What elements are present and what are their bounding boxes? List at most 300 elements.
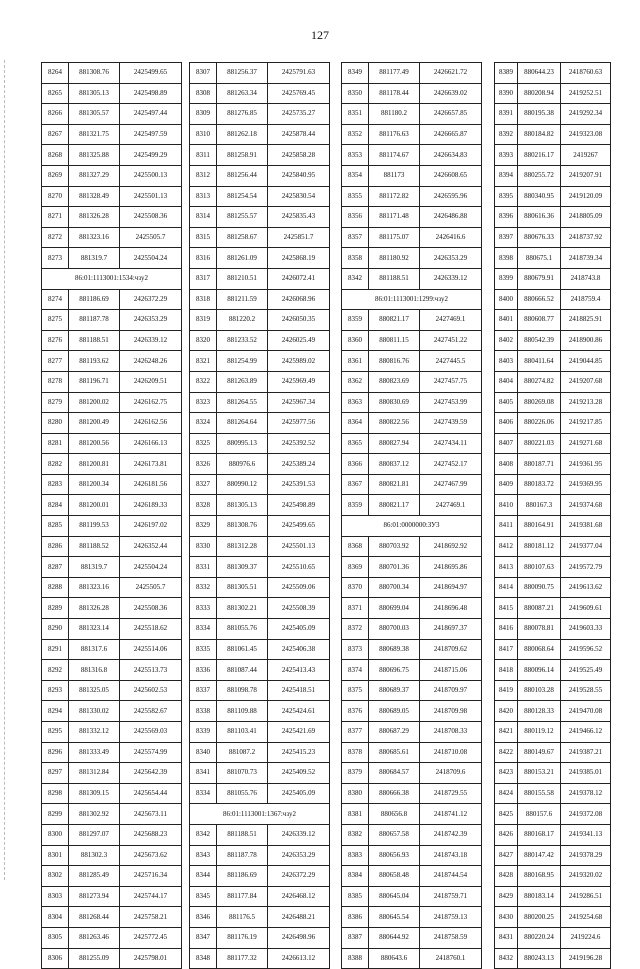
table-row [495, 557, 611, 578]
point-number-cell: 8416 [495, 619, 518, 640]
point-number-cell: 8286 [42, 536, 69, 557]
y-coordinate-cell: 2426488.21 [268, 907, 330, 928]
y-coordinate-cell: 2419252.51 [560, 83, 610, 104]
table-row [190, 557, 330, 578]
table-row [495, 948, 611, 969]
table-row [495, 763, 611, 784]
y-coordinate-cell: 2425840.95 [268, 165, 330, 186]
x-coordinate-cell: 881332.12 [69, 722, 120, 743]
point-number-cell: 8307 [190, 63, 217, 84]
y-coordinate-cell: 2419369.95 [560, 474, 610, 495]
point-number-cell: 8358 [342, 248, 369, 269]
page-number: 127 [311, 28, 329, 42]
point-number-cell: 8406 [495, 413, 518, 434]
point-number-cell: 8429 [495, 886, 518, 907]
x-coordinate-cell: 880689.38 [369, 639, 420, 660]
point-number-cell: 8392 [495, 124, 518, 145]
x-coordinate-cell: 880656.8 [369, 804, 420, 825]
point-number-cell: 8349 [342, 63, 369, 84]
table-row [342, 557, 482, 578]
coordinates-table-column-1 [41, 62, 182, 969]
point-number-cell: 8424 [495, 783, 518, 804]
y-coordinate-cell: 2427439.59 [420, 413, 482, 434]
point-number-cell: 8394 [495, 165, 518, 186]
table-row [342, 742, 482, 763]
table-row [342, 577, 482, 598]
y-coordinate-cell: 2426639.02 [420, 83, 482, 104]
y-coordinate-cell: 2419374.68 [560, 495, 610, 516]
point-number-cell: 8345 [190, 886, 217, 907]
x-coordinate-cell: 881316.8 [69, 660, 120, 681]
point-number-cell: 8415 [495, 598, 518, 619]
x-coordinate-cell: 880689.05 [369, 701, 420, 722]
y-coordinate-cell: 2425582.67 [120, 701, 182, 722]
table-row [495, 474, 611, 495]
table-row [495, 907, 611, 928]
y-coordinate-cell: 2419378.29 [560, 845, 610, 866]
point-number-cell: 8300 [42, 824, 69, 845]
point-number-cell: 8266 [42, 104, 69, 125]
table-row [190, 227, 330, 248]
y-coordinate-cell: 2425389.24 [268, 454, 330, 475]
x-coordinate-cell: 881177.32 [217, 948, 268, 969]
y-coordinate-cell: 2425405.09 [268, 619, 330, 640]
x-coordinate-cell: 881188.51 [217, 824, 268, 845]
y-coordinate-cell: 2426181.56 [120, 474, 182, 495]
y-coordinate-cell: 2419613.62 [560, 577, 610, 598]
y-coordinate-cell: 2426486.88 [420, 207, 482, 228]
x-coordinate-cell: 881175.07 [369, 227, 420, 248]
x-coordinate-cell: 880068.64 [518, 639, 561, 660]
y-coordinate-cell: 2426372.29 [268, 866, 330, 887]
point-number-cell: 8414 [495, 577, 518, 598]
table-row [190, 680, 330, 701]
x-coordinate-cell: 881172.82 [369, 186, 420, 207]
y-coordinate-cell: 2418715.06 [420, 660, 482, 681]
table-row [495, 495, 611, 516]
table-row [495, 454, 611, 475]
table-row [42, 516, 182, 537]
point-number-cell: 8407 [495, 433, 518, 454]
y-coordinate-cell: 2425673.62 [120, 845, 182, 866]
x-coordinate-cell: 880643.6 [369, 948, 420, 969]
y-coordinate-cell: 2419323.08 [560, 124, 610, 145]
x-coordinate-cell: 880699.04 [369, 598, 420, 619]
point-number-cell: 8346 [190, 907, 217, 928]
table-row [42, 207, 182, 228]
point-number-cell: 8276 [42, 330, 69, 351]
table-row [190, 577, 330, 598]
table-row [190, 433, 330, 454]
x-coordinate-cell: 880666.38 [369, 783, 420, 804]
table-row [42, 886, 182, 907]
y-coordinate-cell: 2425602.53 [120, 680, 182, 701]
point-number-cell: 8314 [190, 207, 217, 228]
x-coordinate-cell: 881178.44 [369, 83, 420, 104]
point-number-cell: 8336 [190, 660, 217, 681]
y-coordinate-cell: 2418694.97 [420, 577, 482, 598]
y-coordinate-cell: 2425498.89 [268, 495, 330, 516]
table-row [495, 845, 611, 866]
x-coordinate-cell: 880687.29 [369, 722, 420, 743]
table-row [190, 207, 330, 228]
x-coordinate-cell: 881188.52 [69, 536, 120, 557]
point-number-cell: 8267 [42, 124, 69, 145]
point-number-cell: 8319 [190, 310, 217, 331]
y-coordinate-cell: 2419271.68 [560, 433, 610, 454]
table-row [495, 680, 611, 701]
y-coordinate-cell: 2418900.86 [560, 330, 610, 351]
table-row [342, 351, 482, 372]
point-number-cell: 8331 [190, 557, 217, 578]
table-row [42, 83, 182, 104]
y-coordinate-cell: 2427457.75 [420, 371, 482, 392]
y-coordinate-cell: 2418760.63 [560, 63, 610, 84]
point-number-cell: 8297 [42, 763, 69, 784]
y-coordinate-cell: 2425518.62 [120, 619, 182, 640]
table-row [190, 413, 330, 434]
point-number-cell: 8356 [342, 207, 369, 228]
table-row [495, 124, 611, 145]
table-row [495, 310, 611, 331]
x-coordinate-cell: 880657.58 [369, 824, 420, 845]
y-coordinate-cell: 2426209.51 [120, 371, 182, 392]
point-number-cell: 8386 [342, 907, 369, 928]
table-row [342, 701, 482, 722]
y-coordinate-cell: 2426353.29 [120, 310, 182, 331]
y-coordinate-cell: 2418741.12 [420, 804, 482, 825]
point-number-cell: 8269 [42, 165, 69, 186]
y-coordinate-cell: 2426353.29 [420, 248, 482, 269]
y-coordinate-cell: 2425499.29 [120, 145, 182, 166]
y-coordinate-cell: 2426353.29 [268, 845, 330, 866]
y-coordinate-cell: 2426665.87 [420, 124, 482, 145]
y-coordinate-cell: 2419596.52 [560, 639, 610, 660]
y-coordinate-cell: 2425878.44 [268, 124, 330, 145]
x-coordinate-cell: 881323.14 [69, 619, 120, 640]
x-coordinate-cell: 881220.2 [217, 310, 268, 331]
table-row [42, 557, 182, 578]
point-number-cell: 8360 [342, 330, 369, 351]
y-coordinate-cell: 2418759.13 [420, 907, 482, 928]
table-row [42, 330, 182, 351]
point-number-cell: 8391 [495, 104, 518, 125]
y-coordinate-cell: 2425514.06 [120, 639, 182, 660]
table-row [342, 165, 482, 186]
table-row [190, 454, 330, 475]
y-coordinate-cell: 2426352.44 [120, 536, 182, 557]
point-number-cell: 8430 [495, 907, 518, 928]
y-coordinate-cell: 2426339.12 [420, 268, 482, 289]
x-coordinate-cell: 880269.08 [518, 392, 561, 413]
point-number-cell: 8417 [495, 639, 518, 660]
point-number-cell: 8426 [495, 824, 518, 845]
x-coordinate-cell: 880216.17 [518, 145, 561, 166]
y-coordinate-cell: 2426468.12 [268, 886, 330, 907]
table-row [342, 371, 482, 392]
y-coordinate-cell: 2419292.34 [560, 104, 610, 125]
table-row [190, 763, 330, 784]
x-coordinate-cell: 881308.76 [69, 63, 120, 84]
point-number-cell: 8306 [42, 948, 69, 969]
y-coordinate-cell: 2425421.69 [268, 722, 330, 743]
point-number-cell: 8422 [495, 742, 518, 763]
table-row [342, 227, 482, 248]
x-coordinate-cell: 881312.84 [69, 763, 120, 784]
table-row [190, 63, 330, 84]
y-coordinate-cell: 2427467.99 [420, 474, 482, 495]
table-row [190, 639, 330, 660]
point-number-cell: 8294 [42, 701, 69, 722]
x-coordinate-cell: 881200.02 [69, 392, 120, 413]
table-row [42, 289, 182, 310]
point-number-cell: 8334 [190, 783, 217, 804]
x-coordinate-cell: 881309.15 [69, 783, 120, 804]
y-coordinate-cell: 2419470.08 [560, 701, 610, 722]
table-row [190, 392, 330, 413]
x-coordinate-cell: 881200.49 [69, 413, 120, 434]
point-number-cell: 8282 [42, 454, 69, 475]
table-row [42, 783, 182, 804]
table-row [495, 722, 611, 743]
point-number-cell: 8374 [342, 660, 369, 681]
point-number-cell: 8290 [42, 619, 69, 640]
table-row [342, 392, 482, 413]
point-number-cell: 8334 [190, 619, 217, 640]
table-row [342, 454, 482, 475]
x-coordinate-cell: 881268.44 [69, 907, 120, 928]
x-coordinate-cell: 880821.17 [369, 495, 420, 516]
y-coordinate-cell: 2418760.1 [420, 948, 482, 969]
point-number-cell: 8361 [342, 351, 369, 372]
y-coordinate-cell: 2425716.34 [120, 866, 182, 887]
y-coordinate-cell: 2418709.6 [420, 763, 482, 784]
point-number-cell: 8399 [495, 268, 518, 289]
point-number-cell: 8315 [190, 227, 217, 248]
y-coordinate-cell: 2426657.85 [420, 104, 482, 125]
point-number-cell: 8367 [342, 474, 369, 495]
x-coordinate-cell: 880701.36 [369, 557, 420, 578]
table-row [42, 763, 182, 784]
x-coordinate-cell: 881188.51 [69, 330, 120, 351]
x-coordinate-cell: 881187.78 [217, 845, 268, 866]
y-coordinate-cell: 2425851.7 [268, 227, 330, 248]
x-coordinate-cell: 881180.92 [369, 248, 420, 269]
y-coordinate-cell: 2426248.26 [120, 351, 182, 372]
y-coordinate-cell: 2425791.63 [268, 63, 330, 84]
x-coordinate-cell: 881262.18 [217, 124, 268, 145]
table-row [495, 516, 611, 537]
point-number-cell: 8284 [42, 495, 69, 516]
y-coordinate-cell: 2419377.04 [560, 536, 610, 557]
x-coordinate-cell: 880700.34 [369, 577, 420, 598]
cadastral-section-row [342, 516, 482, 537]
y-coordinate-cell: 2419603.33 [560, 619, 610, 640]
y-coordinate-cell: 2425406.38 [268, 639, 330, 660]
x-coordinate-cell: 881302.3 [69, 845, 120, 866]
x-coordinate-cell: 880090.75 [518, 577, 561, 598]
point-number-cell: 8270 [42, 186, 69, 207]
point-number-cell: 8382 [342, 824, 369, 845]
x-coordinate-cell: 880616.36 [518, 207, 561, 228]
y-coordinate-cell: 2425500.13 [120, 165, 182, 186]
y-coordinate-cell: 2425769.45 [268, 83, 330, 104]
y-coordinate-cell: 2418739.34 [560, 248, 610, 269]
table-row [42, 227, 182, 248]
y-coordinate-cell: 2418709.62 [420, 639, 482, 660]
y-coordinate-cell: 2425642.39 [120, 763, 182, 784]
table-row [190, 701, 330, 722]
point-number-cell: 8289 [42, 598, 69, 619]
x-coordinate-cell: 881327.29 [69, 165, 120, 186]
point-number-cell: 8272 [42, 227, 69, 248]
y-coordinate-cell: 2425418.51 [268, 680, 330, 701]
point-number-cell: 8344 [190, 866, 217, 887]
table-row [342, 660, 482, 681]
point-number-cell: 8397 [495, 227, 518, 248]
point-number-cell: 8400 [495, 289, 518, 310]
table-row [342, 248, 482, 269]
point-number-cell: 8311 [190, 145, 217, 166]
x-coordinate-cell: 881176.63 [369, 124, 420, 145]
x-coordinate-cell: 881199.53 [69, 516, 120, 537]
table-row [190, 248, 330, 269]
y-coordinate-cell: 2426339.12 [268, 824, 330, 845]
point-number-cell: 8312 [190, 165, 217, 186]
table-row [342, 722, 482, 743]
y-coordinate-cell: 2419609.61 [560, 598, 610, 619]
point-number-cell: 8428 [495, 866, 518, 887]
x-coordinate-cell: 880837.12 [369, 454, 420, 475]
table-row [190, 598, 330, 619]
y-coordinate-cell: 2419381.68 [560, 516, 610, 537]
table-row [342, 804, 482, 825]
x-coordinate-cell: 881070.73 [217, 763, 268, 784]
y-coordinate-cell: 2425413.43 [268, 660, 330, 681]
y-coordinate-cell: 2425505.7 [120, 227, 182, 248]
x-coordinate-cell: 880811.15 [369, 330, 420, 351]
y-coordinate-cell: 2425497.44 [120, 104, 182, 125]
y-coordinate-cell: 2426162.56 [120, 413, 182, 434]
x-coordinate-cell: 880274.82 [518, 371, 561, 392]
x-coordinate-cell: 880187.71 [518, 454, 561, 475]
table-row [190, 742, 330, 763]
y-coordinate-cell: 2425508.36 [120, 207, 182, 228]
table-row [495, 886, 611, 907]
y-coordinate-cell: 2425858.28 [268, 145, 330, 166]
y-coordinate-cell: 2418737.92 [560, 227, 610, 248]
table-row [42, 845, 182, 866]
table-row [42, 248, 182, 269]
y-coordinate-cell: 2418759.4 [560, 289, 610, 310]
x-coordinate-cell: 881255.09 [69, 948, 120, 969]
table-row [42, 186, 182, 207]
table-row [190, 289, 330, 310]
point-number-cell: 8375 [342, 680, 369, 701]
x-coordinate-cell: 880168.17 [518, 824, 561, 845]
y-coordinate-cell: 2418729.55 [420, 783, 482, 804]
x-coordinate-cell: 881305.51 [217, 577, 268, 598]
y-coordinate-cell: 2427445.5 [420, 351, 482, 372]
y-coordinate-cell: 2419361.95 [560, 454, 610, 475]
table-row [495, 866, 611, 887]
point-number-cell: 8427 [495, 845, 518, 866]
y-coordinate-cell: 2419320.02 [560, 866, 610, 887]
table-row [342, 330, 482, 351]
x-coordinate-cell: 881174.67 [369, 145, 420, 166]
table-row [342, 63, 482, 84]
point-number-cell: 8347 [190, 927, 217, 948]
table-row [342, 207, 482, 228]
y-coordinate-cell: 2425424.61 [268, 701, 330, 722]
point-number-cell: 8373 [342, 639, 369, 660]
x-coordinate-cell: 880183.14 [518, 886, 561, 907]
x-coordinate-cell: 880208.94 [518, 83, 561, 104]
point-number-cell: 8285 [42, 516, 69, 537]
x-coordinate-cell: 880411.64 [518, 351, 561, 372]
point-number-cell: 8305 [42, 927, 69, 948]
point-number-cell: 8372 [342, 619, 369, 640]
table-row [342, 866, 482, 887]
point-number-cell: 8387 [342, 927, 369, 948]
y-coordinate-cell: 2425501.13 [120, 186, 182, 207]
x-coordinate-cell: 880676.33 [518, 227, 561, 248]
cadastral-number: 86:01:1113001:1534:чзу2 [42, 268, 182, 289]
x-coordinate-cell: 881196.71 [69, 371, 120, 392]
x-coordinate-cell: 881200.01 [69, 495, 120, 516]
y-coordinate-cell: 2425499.65 [268, 516, 330, 537]
x-coordinate-cell: 880990.12 [217, 474, 268, 495]
x-coordinate-cell: 880703.92 [369, 536, 420, 557]
point-number-cell: 8326 [190, 454, 217, 475]
x-coordinate-cell: 881109.88 [217, 701, 268, 722]
table-row [42, 310, 182, 331]
table-row [42, 351, 182, 372]
y-coordinate-cell: 2419372.08 [560, 804, 610, 825]
x-coordinate-cell: 881255.57 [217, 207, 268, 228]
x-coordinate-cell: 880995.13 [217, 433, 268, 454]
y-coordinate-cell: 2425504.24 [120, 557, 182, 578]
x-coordinate-cell: 880096.14 [518, 660, 561, 681]
y-coordinate-cell: 2425513.73 [120, 660, 182, 681]
y-coordinate-cell: 2425415.23 [268, 742, 330, 763]
y-coordinate-cell: 2425868.19 [268, 248, 330, 269]
table-row [342, 413, 482, 434]
point-number-cell: 8343 [190, 845, 217, 866]
y-coordinate-cell: 2425989.02 [268, 351, 330, 372]
point-number-cell: 8379 [342, 763, 369, 784]
x-coordinate-cell: 881319.7 [69, 557, 120, 578]
y-coordinate-cell: 2419378.12 [560, 783, 610, 804]
table-row [495, 186, 611, 207]
table-row [495, 598, 611, 619]
y-coordinate-cell: 2418708.33 [420, 722, 482, 743]
table-row [495, 577, 611, 598]
x-coordinate-cell: 881087.2 [217, 742, 268, 763]
table-row [190, 783, 330, 804]
table-row [342, 268, 482, 289]
table-row [342, 124, 482, 145]
y-coordinate-cell: 2425508.36 [120, 598, 182, 619]
y-coordinate-cell: 2426621.72 [420, 63, 482, 84]
table-row [342, 845, 482, 866]
y-coordinate-cell: 2426613.12 [268, 948, 330, 969]
table-row [190, 351, 330, 372]
table-row [190, 948, 330, 969]
y-coordinate-cell: 2425405.09 [268, 783, 330, 804]
point-number-cell: 8293 [42, 680, 69, 701]
x-coordinate-cell: 881258.67 [217, 227, 268, 248]
